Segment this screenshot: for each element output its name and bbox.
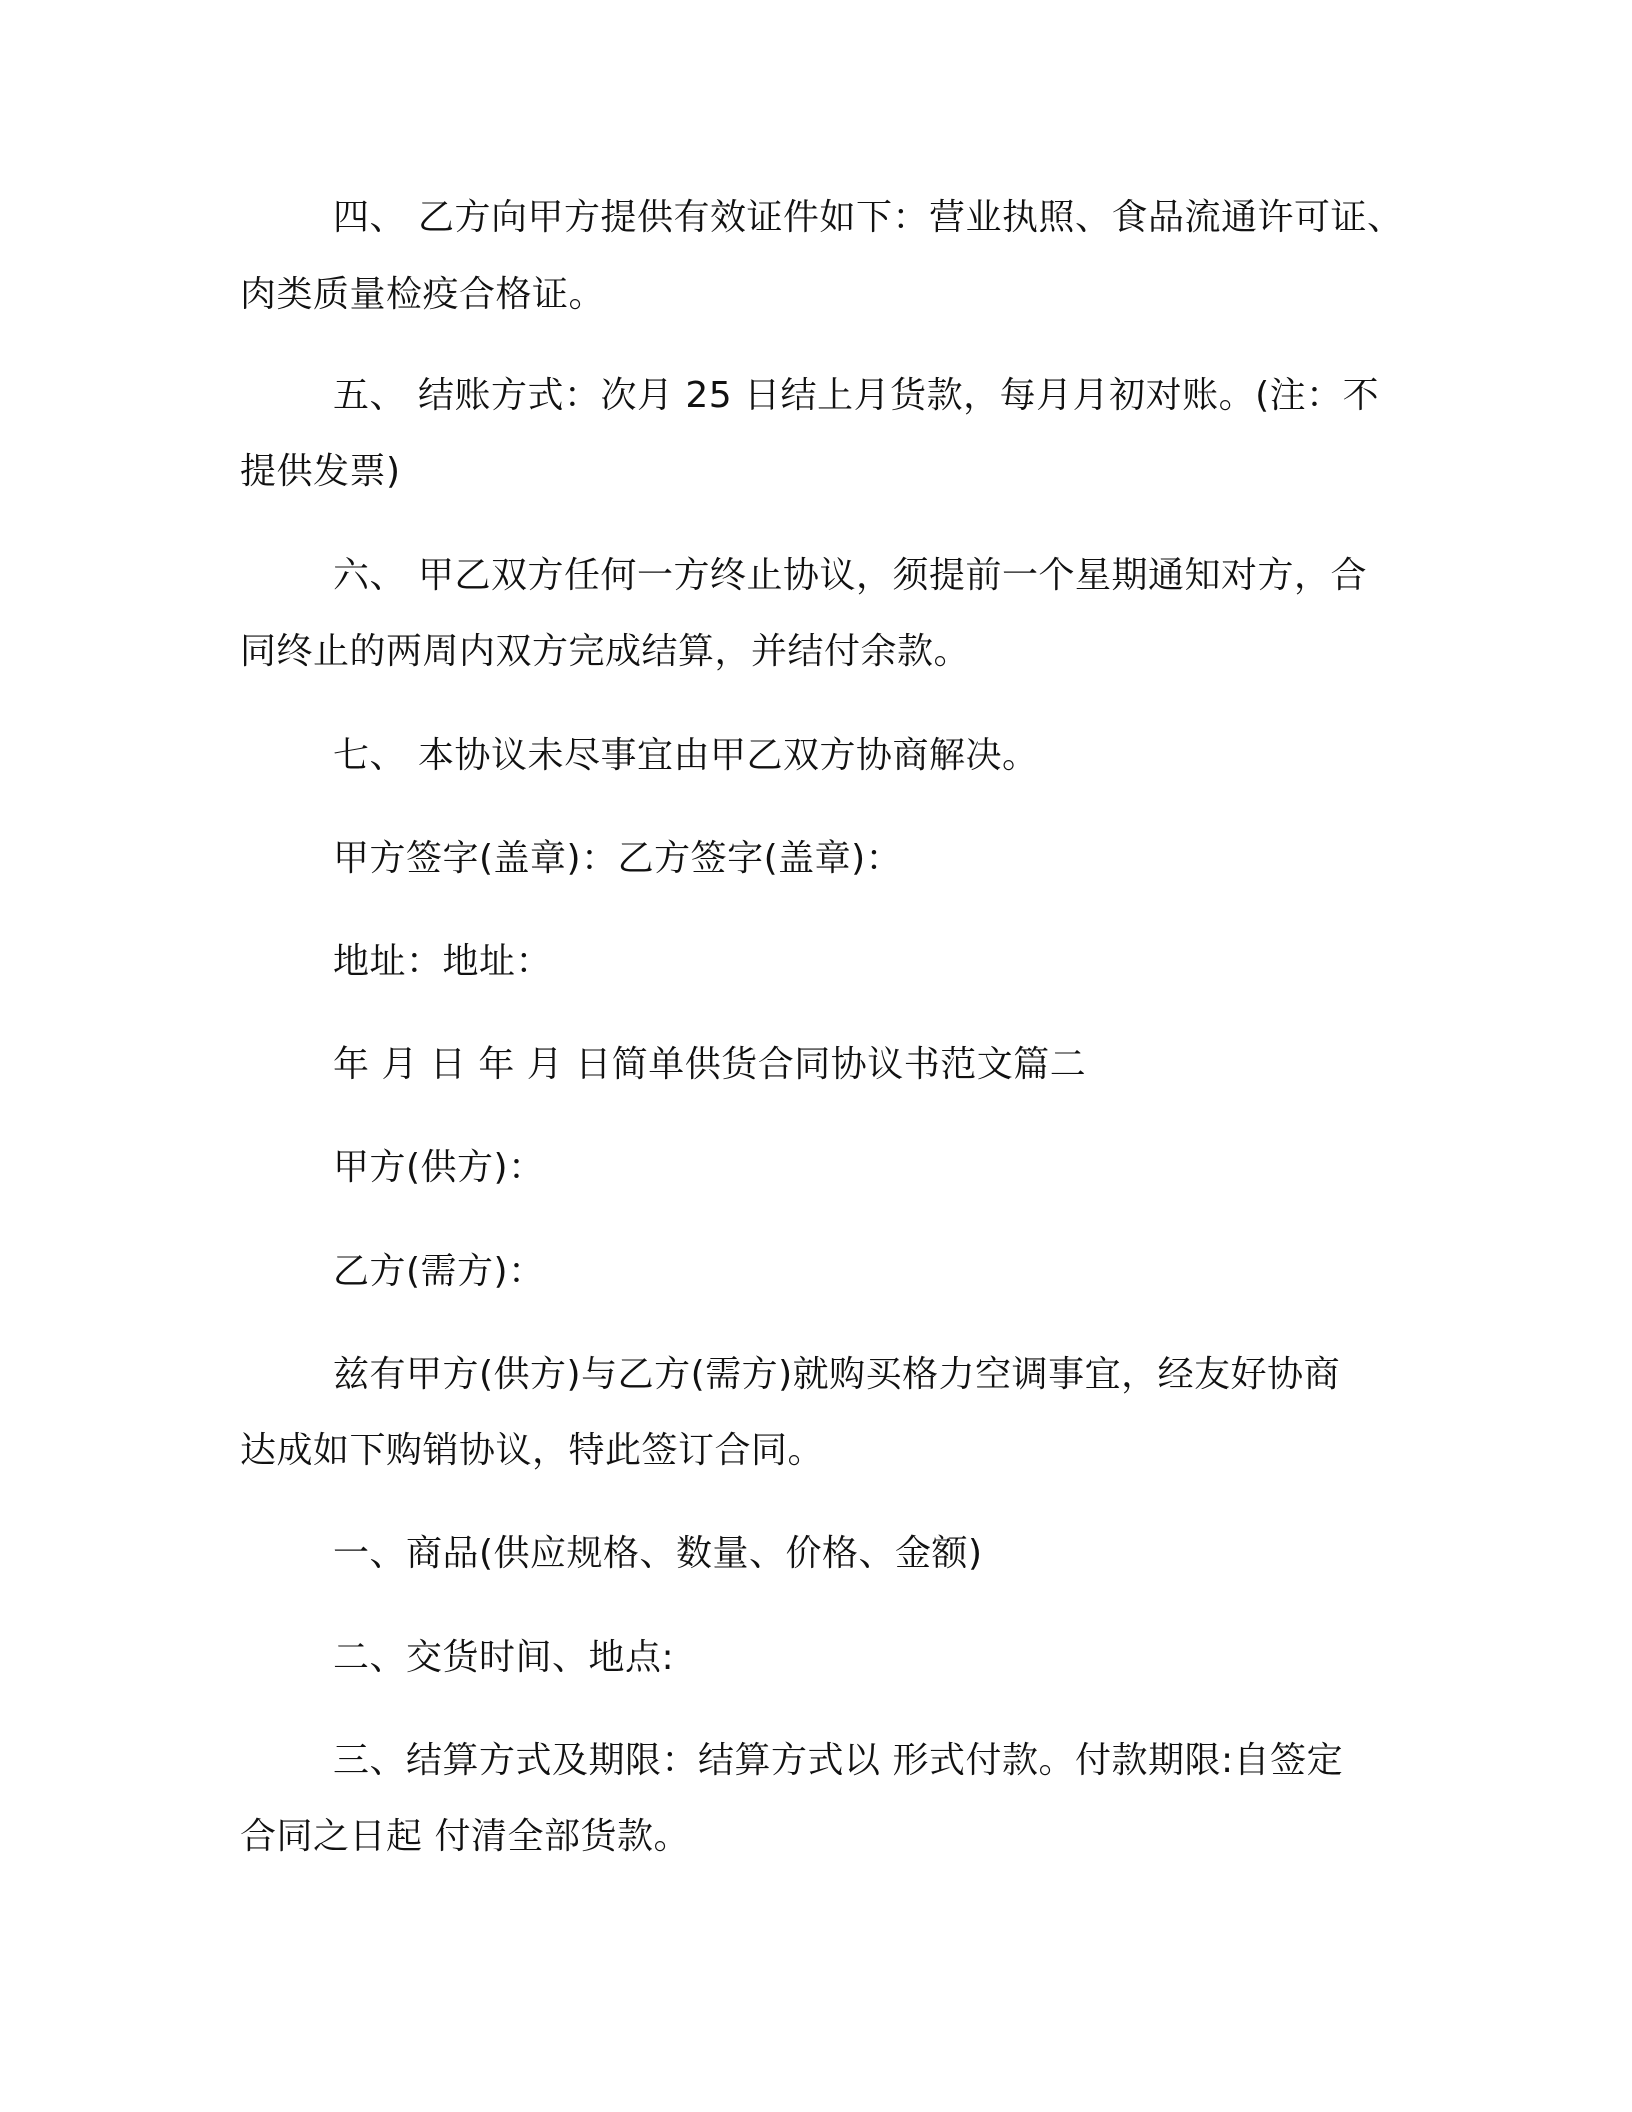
clause-4-line-1: 四、 乙方向甲方提供有效证件如下：营业执照、食品流通许可证、: [333, 197, 1404, 238]
clause-5-line-1: 五、 结账方式：次月 25 日结上月货款，每月月初对账。(注：不: [333, 375, 1380, 416]
address-line: 地址：地址：: [333, 941, 553, 982]
preamble-line-1: 兹有甲方(供方)与乙方(需方)就购买格力空调事宜，经友好协商: [333, 1354, 1341, 1395]
item-3-line-1: 三、结算方式及期限：结算方式以 形式付款。付款期限:自签定: [333, 1740, 1344, 1781]
clause-4-line-2: 肉类质量检疫合格证。: [240, 274, 606, 315]
clause-6-line-1: 六、 甲乙双方任何一方终止协议，须提前一个星期通知对方，合: [333, 555, 1367, 596]
item-2-line: 二、交货时间、地点:: [333, 1637, 675, 1678]
clause-6-line-2: 同终止的两周内双方完成结算，并结付余款。: [240, 631, 971, 672]
signature-line: 甲方签字(盖章)：乙方签字(盖章)：: [333, 838, 903, 879]
date-title-line: 年 月 日 年 月 日简单供货合同协议书范文篇二: [333, 1044, 1087, 1085]
item-1-line: 一、商品(供应规格、数量、价格、金额): [333, 1533, 983, 1574]
item-3-line-2: 合同之日起 付清全部货款。: [240, 1816, 690, 1857]
party-b-line: 乙方(需方)：: [333, 1251, 545, 1292]
party-a-line: 甲方(供方)：: [333, 1147, 545, 1188]
preamble-line-2: 达成如下购销协议，特此签订合同。: [240, 1430, 825, 1471]
clause-7-line-1: 七、 本协议未尽事宜由甲乙双方协商解决。: [333, 735, 1039, 776]
clause-5-line-2: 提供发票): [240, 451, 401, 492]
